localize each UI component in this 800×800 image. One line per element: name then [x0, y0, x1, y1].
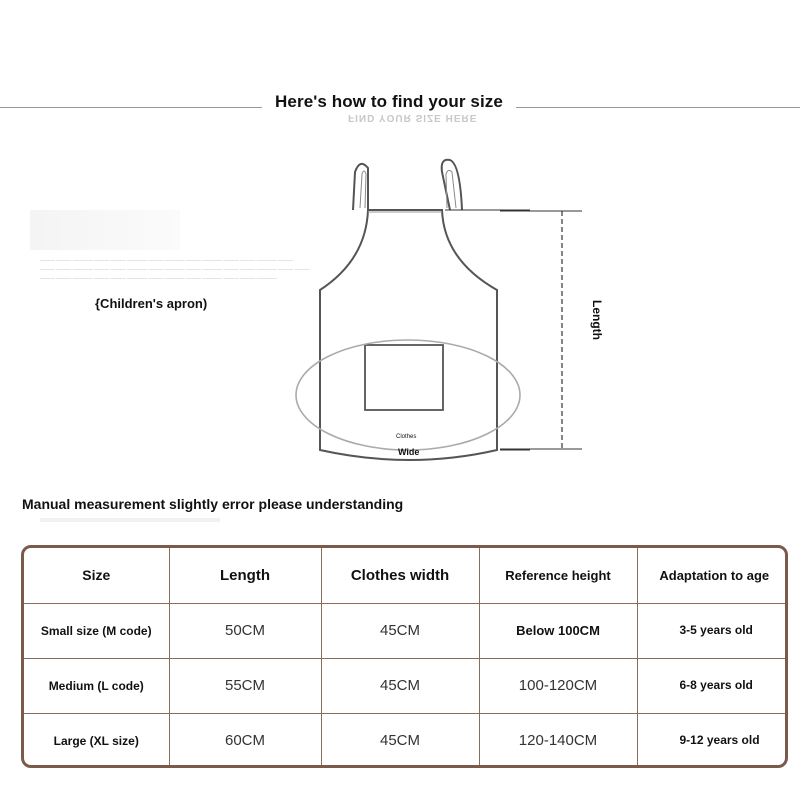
cell-age: 6-8 years old	[637, 658, 788, 713]
table-header-row	[24, 548, 788, 603]
faded-text-block	[30, 210, 180, 250]
header-clothes-width: Clothes width	[321, 548, 479, 603]
faded-text-line: ——— ——— ———— ——— ——— ———— ——— ———— ——— ———— ——— ——— ————	[40, 276, 277, 282]
cell-size: Small size (M code)	[24, 603, 169, 658]
title-rule-left	[0, 107, 262, 108]
cell-height: 120-140CM	[479, 713, 637, 768]
faded-text-line: ——— ——— ———— ——— ——— ———— ——— ———— ——— ———— ——— ——— ———— ——— ———	[40, 267, 310, 273]
cell-height: 100-120CM	[479, 658, 637, 713]
clothes-label: Clothes	[396, 434, 417, 440]
apron-body	[320, 210, 497, 460]
faded-text-line: ——— ——— ———— ——— ——— ———— ——— ———— ——— ———— ——— ——— ———— ———	[40, 258, 294, 264]
mirrored-subtitle: FIND YOUR SIZE HERE	[348, 112, 478, 123]
cell-width: 45CM	[321, 713, 479, 768]
cell-length: 50CM	[169, 603, 321, 658]
measurement-note: Manual measurement slightly error please understanding	[22, 496, 404, 512]
table-row	[24, 603, 788, 658]
apron-pocket	[365, 345, 443, 410]
cell-size: Medium (L code)	[24, 658, 169, 713]
header-size: Size	[24, 548, 169, 603]
length-label: Length	[590, 300, 604, 340]
cell-age: 9-12 years old	[637, 713, 788, 768]
header-age: Adaptation to age	[637, 548, 788, 603]
cell-height: Below 100CM	[479, 603, 637, 658]
cell-length: 60CM	[169, 713, 321, 768]
table-row	[24, 713, 788, 768]
page-title: Here's how to find your size	[275, 92, 503, 111]
cell-length: 55CM	[169, 658, 321, 713]
faded-note-line	[40, 518, 220, 522]
table-row	[24, 658, 788, 713]
header-length: Length	[169, 548, 321, 603]
header-reference-height: Reference height	[479, 548, 637, 603]
cell-width: 45CM	[321, 658, 479, 713]
cell-width: 45CM	[321, 603, 479, 658]
cell-size: Large (XL size)	[24, 713, 169, 768]
wide-label: Wide	[398, 447, 420, 457]
size-table	[21, 545, 788, 768]
title-rule-right	[516, 107, 800, 108]
apron-caption: {Children's apron)	[95, 296, 208, 311]
cell-age: 3-5 years old	[637, 603, 788, 658]
